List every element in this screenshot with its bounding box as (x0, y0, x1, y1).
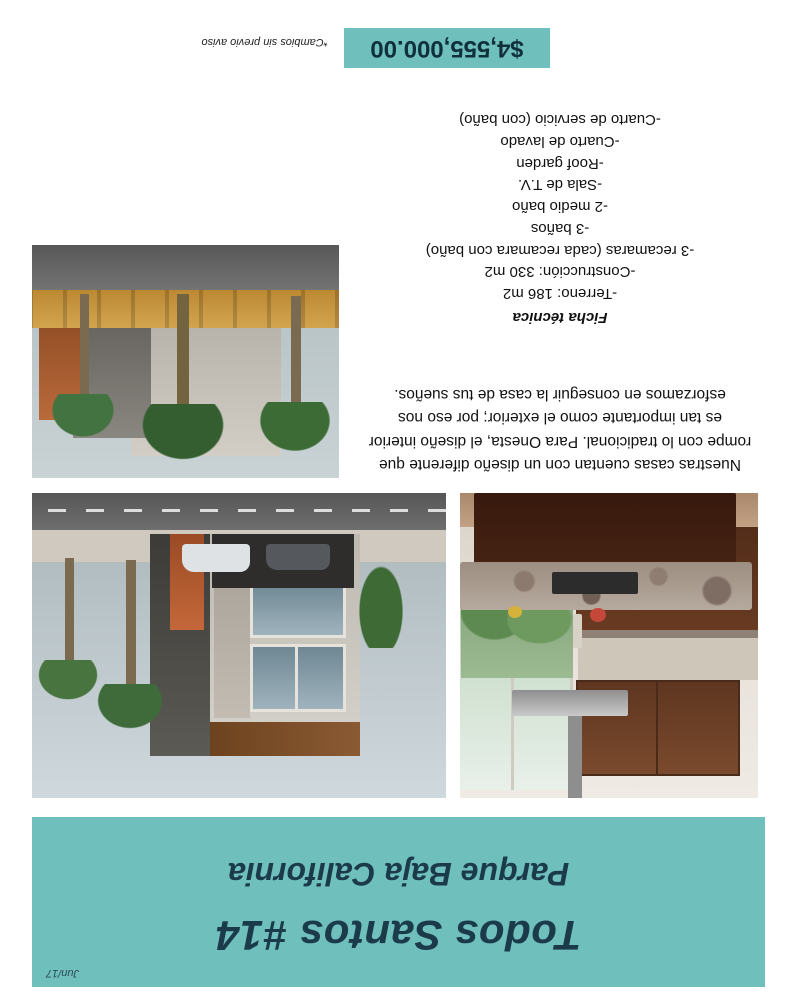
spec-item: -Cuarto de lavado (500, 133, 620, 150)
facade-car-white (182, 544, 250, 572)
kitchen-fruit-yellow (508, 606, 522, 618)
kitchen-cooktop (552, 572, 638, 594)
spec-item: -Construcción: 330 m2 (484, 263, 636, 281)
header-band (32, 817, 765, 987)
spec-item: -3 baños (530, 220, 590, 237)
kitchen-fruit-red (590, 608, 606, 622)
price-amount: $4,555,000.00 (370, 35, 524, 62)
street-palm-left (291, 296, 301, 426)
description-text: Nuestras casas cuentan con un diseño diferente que rompe con lo tradicional. Para Onesta, el diseño interior es tan importante como el exterior; por eso nos esforzamos en conseguir la casa de tus sueños. (368, 386, 752, 473)
spec-item: -Terreno: 186 m2 (502, 285, 618, 303)
facade-palm-left (126, 560, 136, 706)
street-road (32, 245, 339, 290)
spec-item: -3 recamaras (cada recamara con baño) (425, 241, 695, 259)
street-palm-right (80, 294, 89, 416)
price-disclaimer: *Cambios sin previo aviso (201, 36, 328, 48)
spec-item: -Sala de T.V. (517, 176, 603, 194)
kitchen-bottle (573, 614, 582, 648)
page-subtitle: Parque Baja California (227, 856, 570, 892)
kitchen-backsplash (578, 638, 758, 680)
facade-window-upper (250, 644, 346, 712)
facade-tree (354, 556, 408, 648)
facade-window-lower (250, 582, 346, 638)
spec-sheet (362, 109, 758, 329)
street-photo (32, 245, 339, 478)
spec-item: -Cuarto de servicio (con baño) (459, 111, 661, 129)
spec-item: -Roof garden (516, 154, 604, 172)
facade-palm-right (65, 558, 74, 680)
kitchen-photo (460, 493, 758, 798)
street-palm-center (177, 294, 189, 432)
header-date: Jun/17 (46, 967, 80, 979)
facade-wood-panel (210, 722, 360, 756)
kitchen-hood-duct (568, 712, 582, 798)
facade-street (32, 493, 446, 530)
spec-sheet-title: Ficha técnica (512, 309, 608, 326)
kitchen-range-hood (512, 690, 628, 716)
facade-photo (32, 493, 446, 798)
page-title: Todos Santos #14 (215, 912, 582, 959)
spec-item: -2 medio baño (512, 198, 608, 216)
facade-car-dark (266, 544, 330, 570)
